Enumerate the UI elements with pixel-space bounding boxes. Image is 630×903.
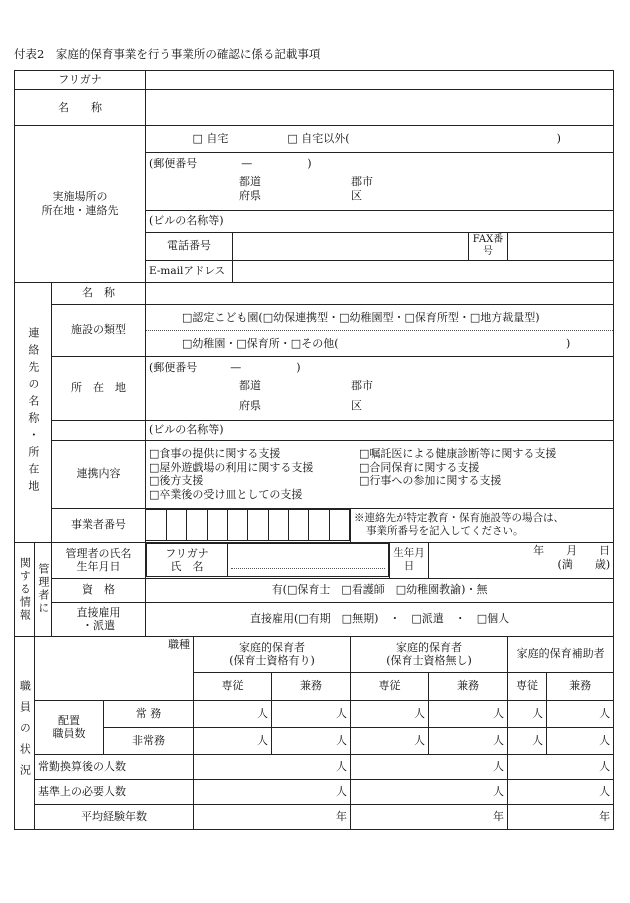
nonregular-count[interactable]: 人 <box>429 727 508 754</box>
exp-label: 平均経験年数 <box>35 804 194 829</box>
tel-label: 電話番号 <box>146 232 233 260</box>
fulltime-2: 専従 <box>351 672 429 700</box>
staff-kind-label: 職種 <box>35 636 194 672</box>
exp-value[interactable]: 年 <box>194 804 351 829</box>
required-value[interactable]: 人 <box>194 779 351 804</box>
required-label: 基準上の必要人数 <box>35 779 194 804</box>
form-table <box>14 70 614 830</box>
regular-count[interactable]: 人 <box>351 700 429 727</box>
coop-item: □合同保育に関する支援 <box>359 460 480 474</box>
fte-label: 常勤換算後の人数 <box>35 754 194 779</box>
exp-value[interactable]: 年 <box>508 804 614 829</box>
regular-count[interactable]: 人 <box>547 700 614 727</box>
qual-label: 資 格 <box>52 578 146 602</box>
manager-name-label: 管理者の氏名 生年月日 <box>52 542 146 578</box>
contact-address-field[interactable]: (郵便番号 — ) 都道 府県 郡市 区 <box>146 356 614 420</box>
other-checkbox[interactable]: □ 自宅以外( <box>287 132 350 146</box>
parttime-2: 兼務 <box>429 672 508 700</box>
fulltime-1: 専従 <box>194 672 272 700</box>
birth-label: 生年月日 <box>390 542 429 578</box>
staff-col2-header: 家庭的保育者 (保育士資格無し) <box>351 636 508 672</box>
parttime-1: 兼務 <box>272 672 351 700</box>
nonregular-count[interactable]: 人 <box>351 727 429 754</box>
regular-count[interactable]: 人 <box>194 700 272 727</box>
staff-col1-header: 家庭的保育者 (保育士資格有り) <box>194 636 351 672</box>
fte-value[interactable]: 人 <box>351 754 508 779</box>
coop-item: □屋外遊戯場の利用に関する支援 <box>149 460 314 474</box>
fax-field[interactable] <box>508 232 614 260</box>
furigana-label: フリガナ <box>15 71 146 90</box>
nonregular-count[interactable]: 人 <box>508 727 547 754</box>
employ-label: 直接雇用 ・派遣 <box>52 602 146 636</box>
qual-options[interactable]: 有(□保育士 □看護師 □幼稚園教諭)・無 <box>146 578 614 602</box>
home-checkbox[interactable]: □ 自宅 <box>192 132 229 146</box>
coop-item: □後方支援 <box>149 474 204 488</box>
nonregular-count[interactable]: 人 <box>272 727 351 754</box>
furigana-field[interactable] <box>146 71 614 90</box>
fte-value[interactable]: 人 <box>508 754 614 779</box>
regular-count[interactable]: 人 <box>508 700 547 727</box>
fte-value[interactable]: 人 <box>194 754 351 779</box>
regular-count[interactable]: 人 <box>272 700 351 727</box>
fulltime-3: 専従 <box>508 672 547 700</box>
coop-item: □行事への参加に関する支援 <box>359 474 502 488</box>
operator-note: ※連絡先が特定教育・保育施設等の場合は、 事業所番号を記入してください。 <box>351 508 614 542</box>
required-value[interactable]: 人 <box>351 779 508 804</box>
employ-options[interactable]: 直接雇用(□有期 □無期) ・ □派遣 ・ □個人 <box>146 602 614 636</box>
manager-name-field[interactable]: フリガナ 氏 名 <box>146 542 390 578</box>
contact-building[interactable]: (ビルの名称等) <box>146 420 614 440</box>
location-type-row: □ 自宅 □ 自宅以外( ) <box>146 126 614 153</box>
location-label: 実施場所の 所在地・連絡先 <box>15 126 146 283</box>
contact-name-field[interactable] <box>146 282 614 304</box>
name-field[interactable] <box>146 90 614 126</box>
email-field[interactable] <box>233 260 614 282</box>
contact-address-label: 所 在 地 <box>52 356 146 420</box>
regular-count[interactable]: 人 <box>429 700 508 727</box>
staff-kind-blank <box>35 672 194 700</box>
coop-item: □嘱託医による健康診断等に関する支援 <box>359 446 557 460</box>
coop-item: □卒業後の受け皿としての支援 <box>149 488 303 501</box>
location-building[interactable]: (ビルの名称等) <box>146 210 614 232</box>
manager-side-inner: 管理者に <box>35 542 52 636</box>
email-label: E-mailアドレス <box>146 260 233 282</box>
nonregular-label: 非常務 <box>104 727 194 754</box>
page-title: 付表2 家庭的保育事業を行う事業所の確認に係る記載事項 <box>14 47 321 61</box>
contact-spacer <box>52 420 146 440</box>
required-value[interactable]: 人 <box>508 779 614 804</box>
parttime-3: 兼務 <box>547 672 614 700</box>
facility-type-label: 施設の類型 <box>52 304 146 356</box>
fax-label: FAX番号 <box>469 232 508 260</box>
tel-field[interactable] <box>233 232 469 260</box>
contact-side-label: 連絡先の名称・所在地 <box>15 282 52 542</box>
exp-value[interactable]: 年 <box>351 804 508 829</box>
facility-type-options[interactable]: □認定こども園(□幼保連携型・□幼稚園型・□保育所型・□地方裁量型) □幼稚園・□保育所・□その他( ) <box>146 304 614 356</box>
nonregular-count[interactable]: 人 <box>547 727 614 754</box>
nonregular-count[interactable]: 人 <box>194 727 272 754</box>
coop-item: □食事の提供に関する支援 <box>149 446 281 460</box>
regular-label: 常 務 <box>104 700 194 727</box>
staff-col3-header: 家庭的保育補助者 <box>508 636 614 672</box>
operator-no-label: 事業者番号 <box>52 508 146 542</box>
name-label: 名 称 <box>15 90 146 126</box>
coop-options[interactable] <box>146 440 614 508</box>
location-address[interactable]: (郵便番号 — ) 都道 府県 郡市 区 <box>146 153 614 211</box>
coop-label: 連携内容 <box>52 440 146 508</box>
manager-side-outer: 関する情報 <box>15 542 35 636</box>
staff-side-label: 職員の状況 <box>15 636 35 829</box>
birth-field[interactable]: 年 月 日 (満 歳) <box>429 542 614 578</box>
operator-no-field[interactable] <box>146 508 351 542</box>
assigned-label: 配置 職員数 <box>35 700 104 754</box>
contact-name-label: 名 称 <box>52 282 146 304</box>
